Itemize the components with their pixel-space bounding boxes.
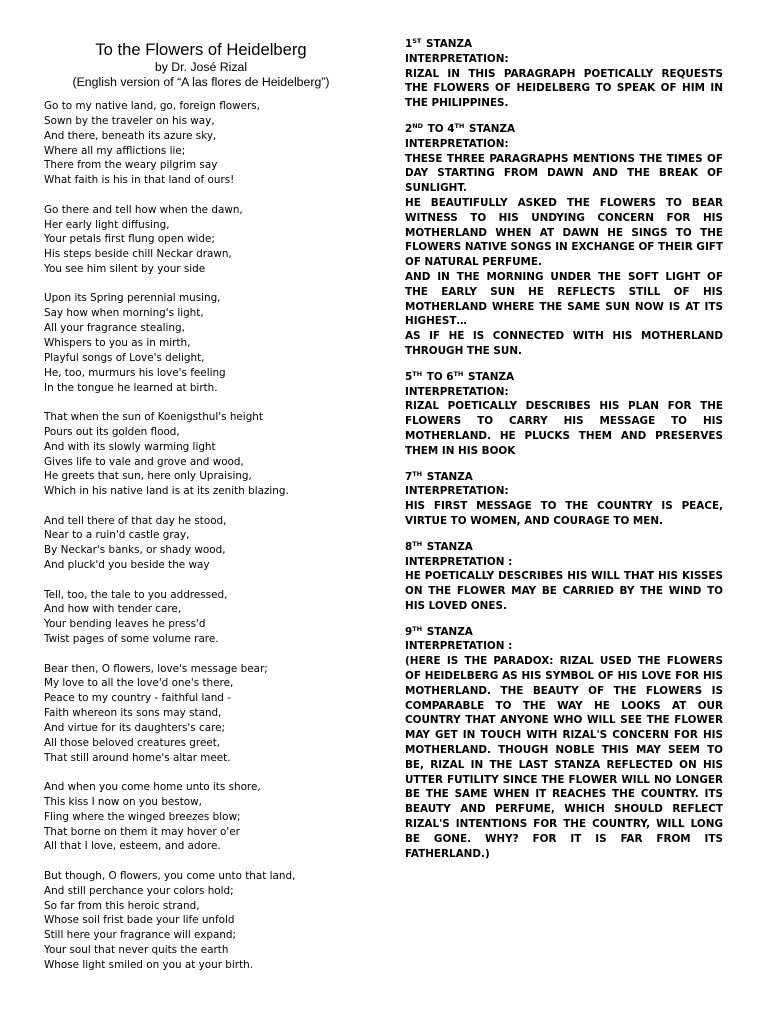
interpretation-text: RIZAL IN THIS PARAGRAPH POETICALLY REQUESTS THE FLOWERS OF HEIDELBERG TO SPEAK OF HIM IN THE PHILIPPINES. <box>405 67 723 110</box>
poem-line: Upon its Spring perennial musing, <box>44 292 221 305</box>
heading-text: 7 <box>405 470 413 483</box>
interpretation-text: RIZAL POETICALLY DESCRIBES HIS PLAN FOR THE FLOWERS TO CARRY HIS MESSAGE TO HIS MOTHERLAND. HE PLUCKS THEM AND PRESERVES THEM IN HIS BOOK <box>405 400 723 457</box>
poem-line: This kiss I now on you bestow, <box>44 795 202 808</box>
poem-author: by Dr. José Rizal <box>154 60 248 74</box>
heading-text: 9 <box>405 625 413 638</box>
poem-line: Whose light smiled on you at your birth. <box>44 958 254 971</box>
poem-line: He greets that sun, here only Upraising, <box>44 470 252 483</box>
interpretation-column <box>405 37 723 872</box>
poem-line: And pluck'd you beside the way <box>44 559 210 572</box>
poem-line: By Neckar's banks, or shady wood, <box>44 544 226 557</box>
interpretation-text: (HERE IS THE PARADOX: RIZAL USED THE FLOWERS OF HEIDELBERG AS HIS SYMBOL OF HIS LOVE FOR HIS MOTHERLAND. THE BEAUTY OF THE FLOWERS IS COMPARABLE TO THE WAY HE LOOKS AT OUR COUNTRY THAT ANYONE WHO WILL SEE THE FLOWER MAY GET IN TOUCH WITH RIZAL'S CONCERN FOR HIS MOTHERLAND. THOUGH NOBLE THIS MAY SEEM TO BE, RIZAL IN THE LAST STANZA REFLECTED ON HIS UTTER FUTILITY SINCE THE FLOWER WILL NO LONGER BE THE SAME WHEN IT REACHES THE COUNTRY. ITS BEAUTY AND PERFUME, WHICH SHOULD REFLECT RIZAL'S INTENTIONS FOR THE COUNTRY, WILL LONG BE GONE. WHY? FOR IT IS FAR FROM ITS FATHERLAND.) <box>405 655 723 860</box>
poem-line: But though, O flowers, you come unto that land, <box>44 869 296 882</box>
interpretation-text: HIS FIRST MESSAGE TO THE COUNTRY IS PEACE, VIRTUE TO WOMEN, AND COURAGE TO MEN. <box>405 500 723 527</box>
poem-line: Sown by the traveler on his way, <box>44 114 215 127</box>
poem-line: Which in his native land is at its zenith blazing. <box>44 485 289 498</box>
poem-line: Go to my native land, go, foreign flowers, <box>44 100 260 112</box>
poem-line: There from the weary pilgrim say <box>44 159 218 172</box>
poem-line: Still here your fragrance will expand; <box>44 929 237 942</box>
stanza-heading <box>405 625 723 640</box>
poem-line: Playful songs of Love's delight, <box>44 351 205 364</box>
heading-text: 8 <box>405 540 413 553</box>
interpretation-label: INTERPRETATION : <box>405 640 513 653</box>
poem-line: All that I love, esteem, and adore. <box>44 840 221 853</box>
poem-header <box>36 40 366 90</box>
poem-line: Her early light diffusing, <box>44 218 170 231</box>
interpretation-block <box>405 625 723 862</box>
interpretation-block <box>405 540 723 614</box>
poem-line: Peace to my country - faithful land - <box>44 692 231 705</box>
heading-text: STANZA <box>464 370 515 383</box>
ordinal-suffix: TH <box>453 369 464 378</box>
stanza-heading <box>405 370 723 385</box>
ordinal-suffix: TH <box>454 121 465 130</box>
interpretation-text: AND IN THE MORNING UNDER THE SOFT LIGHT OF THE EARLY SUN HE REFLECTS STILL OF HIS MOTHERLAND WHERE THE SAME SUN NOW IS AT ITS HIGHEST… <box>405 270 723 328</box>
poem-line: And how with tender care, <box>44 603 182 616</box>
poem-line: Faith whereon its sons may stand, <box>44 707 222 720</box>
interpretation-text: THESE THREE PARAGRAPHS MENTIONS THE TIMES OF DAY STARTING FROM DAWN AND THE BREAK OF SUNLIGHT. <box>405 152 723 195</box>
poem-line: Whispers to you as in mirth, <box>44 337 191 349</box>
poem-title: To the Flowers of Heidelberg <box>95 40 307 59</box>
poem-stanza <box>44 99 362 188</box>
interpretation-block <box>405 370 723 459</box>
poem-line: Twist pages of some volume rare. <box>44 633 219 646</box>
poem-line: His steps beside chill Neckar drawn, <box>44 248 232 261</box>
poem-body <box>44 99 362 973</box>
stanza-heading <box>405 470 723 485</box>
heading-text: STANZA <box>422 38 473 50</box>
stanza-heading <box>405 37 723 52</box>
interpretation-block <box>405 37 723 111</box>
poem-line: And with its slowly warming light <box>44 440 216 453</box>
poem-stanza <box>44 291 362 395</box>
interpretation-text: HE BEAUTIFULLY ASKED THE FLOWERS TO BEAR WITNESS TO HIS UNDYING CONCERN FOR HIS MOTHERLAND WHEN AT DAWN HE SINGS TO THE FLOWERS NATIVE SONGS IN EXCHANGE OF THEIR GIFT OF NATURAL PERFUME. <box>405 196 723 269</box>
poem-stanza <box>44 410 362 499</box>
poem-line: Your bending leaves he press'd <box>44 618 206 631</box>
poem-column <box>44 40 362 987</box>
poem-stanza <box>44 869 362 973</box>
heading-text: STANZA <box>423 470 473 483</box>
heading-text: TO 4 <box>424 122 455 135</box>
poem-line: Fling where the winged breezes blow; <box>44 810 241 823</box>
poem-line: And there, beneath its azure sky, <box>44 129 217 142</box>
poem-line: Where all my afflictions lie; <box>44 144 186 157</box>
poem-line: And tell there of that day he stood, <box>44 514 227 527</box>
ordinal-suffix: TH <box>412 624 423 633</box>
interpretation-block <box>405 470 723 529</box>
interpretation-label: INTERPRETATION: <box>405 52 509 65</box>
poem-line: So far from this heroic strand, <box>44 899 200 912</box>
stanza-heading <box>405 540 723 555</box>
ordinal-suffix: ND <box>412 121 424 130</box>
poem-line: In the tongue he learned at birth. <box>44 381 218 394</box>
ordinal-suffix: TH <box>412 469 423 478</box>
poem-stanza <box>44 203 362 277</box>
stanza-heading <box>405 122 723 137</box>
poem-stanza <box>44 780 362 854</box>
heading-text: TO 6 <box>423 370 454 383</box>
poem-stanza <box>44 662 362 766</box>
poem-line: Gives life to vale and grove and wood, <box>44 455 244 468</box>
poem-line: He, too, murmurs his love's feeling <box>44 366 226 379</box>
ordinal-suffix: ST <box>412 37 422 45</box>
poem-line: What faith is his in that land of ours! <box>44 174 235 187</box>
interpretation-label: INTERPRETATION : <box>405 555 513 568</box>
heading-text: STANZA <box>465 122 516 135</box>
poem-line: You see him silent by your side <box>44 263 206 276</box>
poem-line: Pours out its golden flood, <box>44 425 180 438</box>
poem-line: Tell, too, the tale to you addressed, <box>44 588 228 601</box>
poem-line: Your soul that never quits the earth <box>44 944 229 957</box>
ordinal-suffix: TH <box>412 539 423 548</box>
poem-line: That borne on them it may hover o'er <box>44 825 240 838</box>
heading-text: 1 <box>405 38 413 50</box>
poem-version-note: (English version of “A las flores de Heidelberg”) <box>72 75 330 89</box>
poem-line: Your petals first flung open wide; <box>44 233 215 246</box>
poem-line: All those beloved creatures greet, <box>44 736 221 749</box>
heading-text: 2 <box>405 122 413 135</box>
poem-stanza <box>44 588 362 647</box>
poem-line: That when the sun of Koenigsthul's height <box>44 410 263 423</box>
poem-line: Bear then, O flowers, love's message bear; <box>44 662 268 675</box>
poem-line: And still perchance your colors hold; <box>44 884 234 897</box>
interpretation-label: INTERPRETATION: <box>405 485 509 498</box>
interpretation-text: AS IF HE IS CONNECTED WITH HIS MOTHERLAND THROUGH THE SUN. <box>405 330 723 357</box>
interpretation-label: INTERPRETATION: <box>405 137 509 150</box>
poem-line: Whose soil frist bade your life unfold <box>44 914 235 927</box>
poem-line: And virtue for its daughters's care; <box>44 721 225 734</box>
poem-line: My love to all the love'd one's there, <box>44 677 234 690</box>
heading-text: STANZA <box>423 540 473 553</box>
poem-line: All your fragrance stealing, <box>44 322 185 335</box>
heading-text: STANZA <box>423 625 473 638</box>
poem-stanza <box>44 514 362 573</box>
poem-line: Near to a ruin'd castle gray, <box>44 529 190 542</box>
poem-line: Go there and tell how when the dawn, <box>44 203 243 216</box>
poem-line: That still around home's altar meet. <box>44 751 231 764</box>
interpretation-label: INTERPRETATION: <box>405 385 509 398</box>
poem-line: Say how when morning's light, <box>44 307 204 320</box>
interpretation-text: HE POETICALLY DESCRIBES HIS WILL THAT HIS KISSES ON THE FLOWER MAY BE CARRIED BY THE WIND TO HIS LOVED ONES. <box>405 570 723 612</box>
interpretation-block <box>405 122 723 359</box>
heading-text: 5 <box>405 370 413 383</box>
poem-line: And when you come home unto its shore, <box>44 781 261 794</box>
ordinal-suffix: TH <box>412 369 423 378</box>
